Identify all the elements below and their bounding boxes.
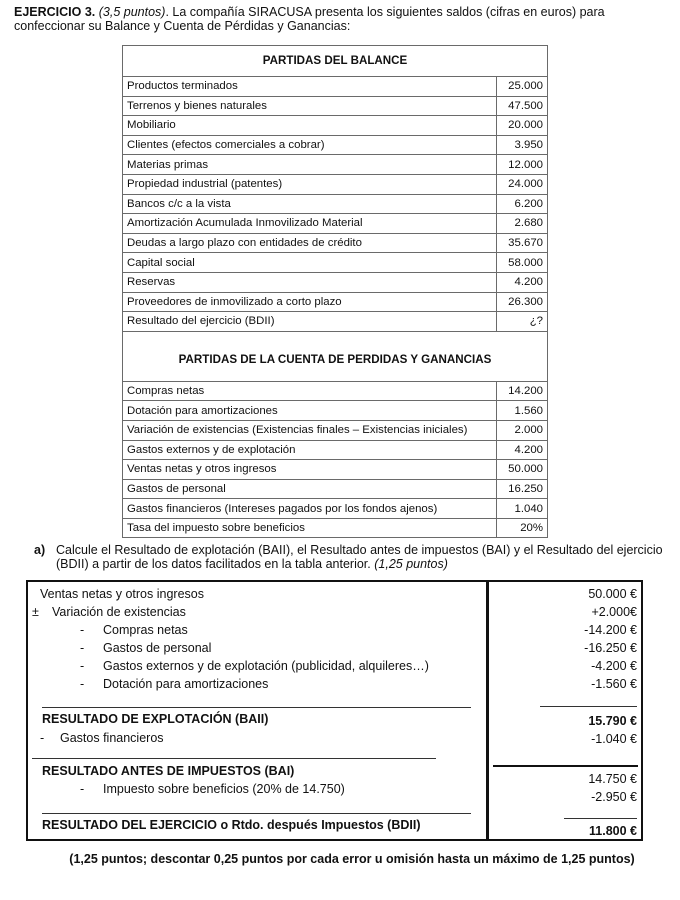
line-label: Impuesto sobre beneficios (20% de 14.750) — [103, 782, 345, 796]
row-value: 25.000 — [497, 77, 548, 97]
line-label: Variación de existencias — [52, 605, 186, 619]
row-label: Tasa del impuesto sobre beneficios — [123, 518, 497, 538]
table-row — [123, 135, 548, 155]
intro-text-1: . La compañía SIRACUSA presenta los siguientes saldos (cifras en euros) para — [165, 5, 605, 19]
exercise-intro — [14, 5, 674, 33]
row-value: 12.000 — [497, 155, 548, 175]
table-row — [123, 479, 548, 499]
column-divider — [486, 582, 489, 839]
table-row — [123, 194, 548, 214]
table-row — [123, 77, 548, 97]
grading-note: (1,25 puntos; descontar 0,25 puntos por cada error u omisión hasta un máximo de 1,25 puntos) — [69, 852, 635, 866]
row-value: 16.250 — [497, 479, 548, 499]
row-value: 47.500 — [497, 96, 548, 116]
bdii-label: RESULTADO DEL EJERCICIO o Rtdo. después Impuestos (BDII) — [42, 818, 421, 832]
row-value: 1.560 — [497, 401, 548, 421]
solution-box — [26, 580, 643, 841]
row-label: Gastos financieros (Intereses pagados por los fondos ajenos) — [123, 499, 497, 519]
rule-line — [540, 706, 637, 707]
rule-line — [564, 818, 637, 819]
value-gastos-financieros: -1.040 € — [591, 732, 637, 746]
rule-line — [493, 765, 638, 767]
table-row — [123, 253, 548, 273]
row-label: Amortización Acumulada Inmovilizado Material — [123, 214, 497, 234]
value-impuesto: -2.950 € — [591, 790, 637, 804]
row-label: Materias primas — [123, 155, 497, 175]
row-value: 2.000 — [497, 420, 548, 440]
row-label: Productos terminados — [123, 77, 497, 97]
row-label: Resultado del ejercicio (BDII) — [123, 312, 497, 332]
row-label: Gastos de personal — [123, 479, 497, 499]
value-variacion: +2.000€ — [591, 605, 637, 619]
table-row — [123, 499, 548, 519]
table-row — [123, 155, 548, 175]
question-a — [34, 543, 674, 571]
bai-label: RESULTADO ANTES DE IMPUESTOS (BAI) — [42, 764, 295, 778]
table-row — [123, 174, 548, 194]
table-row — [123, 233, 548, 253]
pyg-title: PARTIDAS DE LA CUENTA DE PERDIDAS Y GANANCIAS — [123, 331, 548, 381]
value-bdii: 11.800 € — [589, 824, 637, 838]
row-value: 24.000 — [497, 174, 548, 194]
table-row — [123, 214, 548, 234]
row-value: 35.670 — [497, 233, 548, 253]
line-label: Gastos financieros — [60, 731, 164, 745]
row-value: 20.000 — [497, 116, 548, 136]
minus-sign: - — [80, 623, 85, 637]
value-personal: -16.250 € — [584, 641, 637, 655]
row-value: 6.200 — [497, 194, 548, 214]
line-compras — [80, 623, 188, 638]
exercise-label: EJERCICIO 3. — [14, 5, 96, 19]
line-variacion — [32, 605, 186, 620]
row-label: Gastos externos y de explotación — [123, 440, 497, 460]
line-gastos-externos — [80, 659, 429, 674]
row-value: 4.200 — [497, 440, 548, 460]
row-label: Reservas — [123, 272, 497, 292]
row-value: 50.000 — [497, 460, 548, 480]
exercise-points: (3,5 puntos) — [98, 5, 166, 19]
row-label: Dotación para amortizaciones — [123, 401, 497, 421]
minus-sign: - — [80, 641, 85, 655]
minus-sign: - — [80, 782, 85, 796]
question-letter: a) — [34, 543, 46, 557]
line-personal — [80, 641, 211, 656]
line-impuesto — [80, 782, 345, 797]
line-label: Gastos externos y de explotación (publicidad, alquileres…) — [103, 659, 429, 673]
value-gastos-externos: -4.200 € — [591, 659, 637, 673]
row-value: 14.200 — [497, 381, 548, 401]
table-row — [123, 401, 548, 421]
table-row — [123, 312, 548, 332]
table-row — [123, 420, 548, 440]
table-row — [123, 518, 548, 538]
line-label: Compras netas — [103, 623, 188, 637]
row-label: Bancos c/c a la vista — [123, 194, 497, 214]
row-value: 4.200 — [497, 272, 548, 292]
line-label: Ventas netas y otros ingresos — [40, 587, 204, 601]
row-value: 58.000 — [497, 253, 548, 273]
data-table — [122, 45, 548, 538]
row-label: Compras netas — [123, 381, 497, 401]
baii-label: RESULTADO DE EXPLOTACIÓN (BAII) — [42, 712, 269, 726]
row-value: 1.040 — [497, 499, 548, 519]
value-baii: 15.790 € — [588, 714, 637, 728]
value-compras: -14.200 € — [584, 623, 637, 637]
plus-minus-sign: ± — [32, 605, 39, 619]
row-label: Variación de existencias (Existencias finales – Existencias iniciales) — [123, 420, 497, 440]
question-text: Calcule el Resultado de explotación (BAII), el Resultado antes de impuestos (BAI) y el Resultado del ejercicio (BDII) a partir de los datos facilitados en la tabla anterior. — [56, 543, 663, 571]
row-label: Terrenos y bienes naturales — [123, 96, 497, 116]
minus-sign: - — [80, 677, 85, 691]
intro-text-2: confeccionar su Balance y Cuenta de Pérdidas y Ganancias: — [14, 19, 351, 33]
row-label: Ventas netas y otros ingresos — [123, 460, 497, 480]
line-ventas — [40, 587, 204, 602]
row-value: 20% — [497, 518, 548, 538]
row-label: Clientes (efectos comerciales a cobrar) — [123, 135, 497, 155]
line-gastos-financieros — [40, 731, 164, 746]
table-row — [123, 96, 548, 116]
question-points: (1,25 puntos) — [374, 557, 448, 571]
table-row — [123, 272, 548, 292]
row-value: 3.950 — [497, 135, 548, 155]
table-row — [123, 440, 548, 460]
minus-sign: - — [40, 731, 45, 745]
rule-line — [42, 707, 471, 708]
rule-line — [32, 758, 436, 759]
row-label: Propiedad industrial (patentes) — [123, 174, 497, 194]
row-label: Proveedores de inmovilizado a corto plazo — [123, 292, 497, 312]
row-label: Mobiliario — [123, 116, 497, 136]
value-bai: 14.750 € — [588, 772, 637, 786]
row-value: ¿? — [497, 312, 548, 332]
table-row — [123, 381, 548, 401]
line-label: Dotación para amortizaciones — [103, 677, 269, 691]
value-ventas: 50.000 € — [588, 587, 637, 601]
table-row — [123, 116, 548, 136]
rule-line — [42, 813, 471, 814]
balance-title: PARTIDAS DEL BALANCE — [123, 46, 548, 77]
row-value: 2.680 — [497, 214, 548, 234]
value-amortizaciones: -1.560 € — [591, 677, 637, 691]
table-row — [123, 460, 548, 480]
table-row — [123, 292, 548, 312]
row-label: Capital social — [123, 253, 497, 273]
line-label: Gastos de personal — [103, 641, 212, 655]
line-amortizaciones — [80, 677, 268, 692]
row-value: 26.300 — [497, 292, 548, 312]
minus-sign: - — [80, 659, 85, 673]
row-label: Deudas a largo plazo con entidades de crédito — [123, 233, 497, 253]
